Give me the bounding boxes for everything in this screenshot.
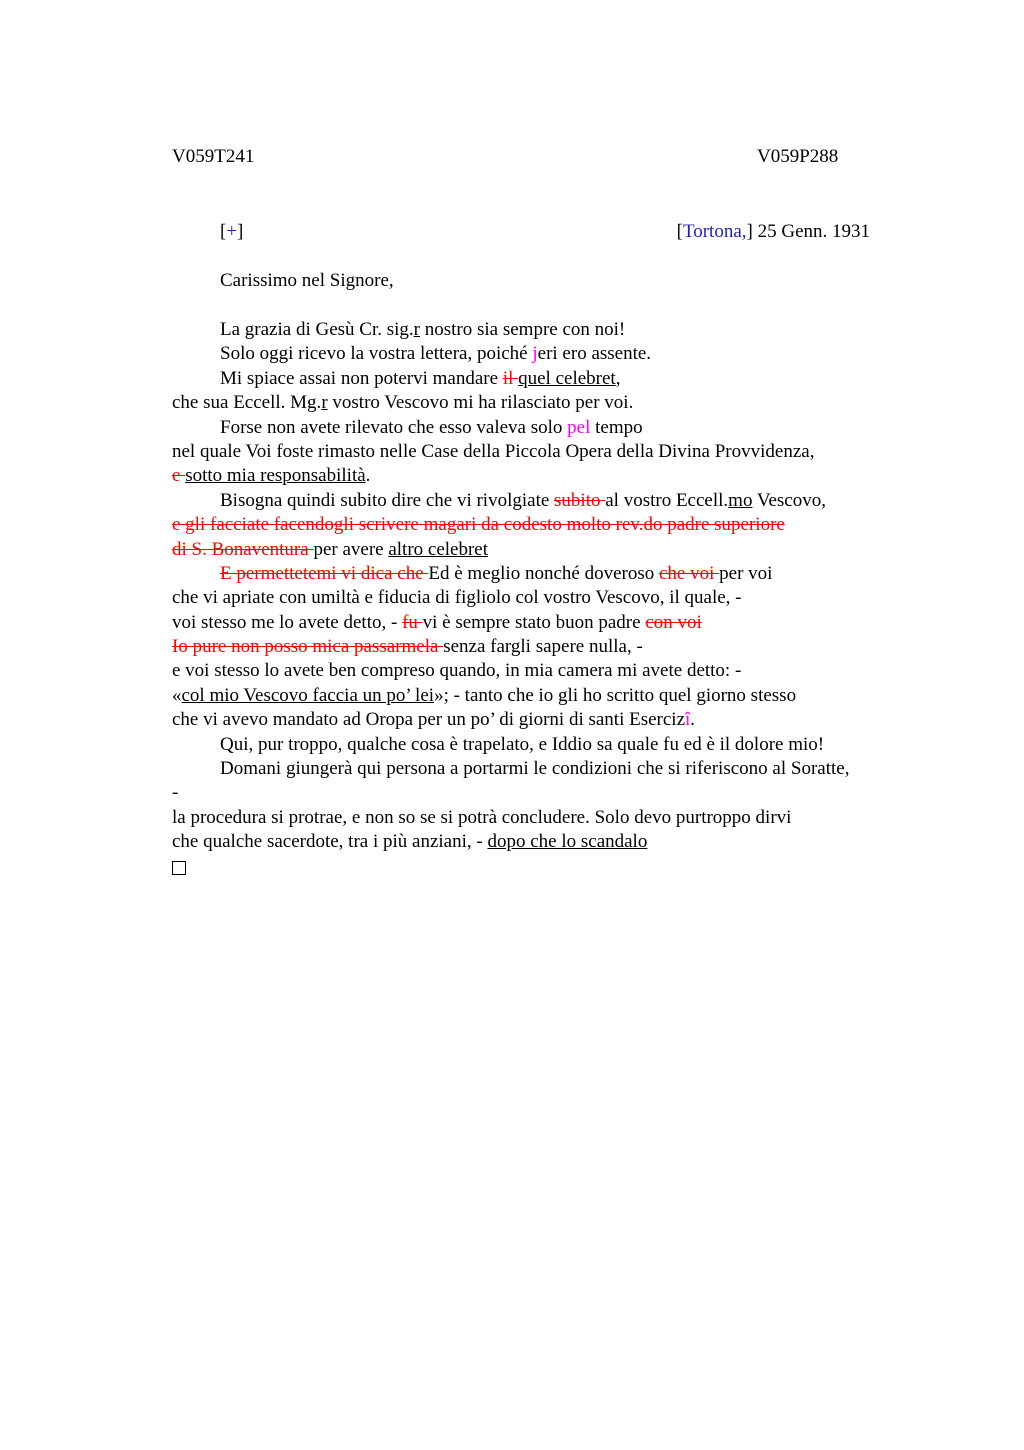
text-line: che vi apriate con umiltà e fiducia di figliolo col vostro Vescovo, il quale, - bbox=[172, 587, 742, 609]
text-line: - bbox=[172, 782, 179, 804]
text-line: Forse non avete rilevato che esso valeva solo pel tempo bbox=[220, 416, 643, 438]
insertion: î bbox=[685, 709, 691, 731]
text-line: di S. Bonaventura per avere altro celebret bbox=[172, 538, 489, 560]
date-place: Tortona, bbox=[682, 221, 747, 242]
salutation: Carissimo nel Signore, bbox=[220, 270, 394, 291]
empty-box-icon bbox=[172, 861, 186, 875]
deletion: fu bbox=[402, 611, 423, 633]
text-line: «col mio Vescovo faccia un po’ lei»; - tanto che io gli ho scritto quel giorno stesso bbox=[172, 684, 797, 706]
deletion: di S. Bonaventura bbox=[172, 538, 314, 560]
text-line: Domani giungerà qui persona a portarmi le condizioni che si riferiscono al Soratte, bbox=[220, 758, 850, 780]
text-line: che vi avevo mandato ad Oropa per un po’ di giorni di santi Esercizî. bbox=[172, 709, 696, 731]
text-line: Mi spiace assai non potervi mandare il quel celebret, bbox=[220, 367, 621, 389]
deletion: che voi bbox=[658, 562, 720, 584]
deletion: con voi bbox=[645, 611, 702, 633]
letter-date bbox=[677, 221, 870, 243]
deleted-line: e gli facciate facendogli scrivere magari da codesto molto rev.do padre superiore bbox=[172, 514, 785, 536]
text-line: Bisogna quindi subito dire che vi rivolgiate subito al vostro Eccell.mo Vescovo, bbox=[220, 489, 826, 511]
insertion: j bbox=[532, 343, 538, 365]
deletion: E permettetemi vi dica che bbox=[220, 562, 429, 584]
text-line: nel quale Voi foste rimasto nelle Case della Piccola Opera della Divina Provvidenza, bbox=[172, 440, 815, 462]
document-code-left: V059T241 bbox=[172, 146, 255, 167]
date-bracket-close: ] bbox=[746, 221, 753, 242]
text-line: voi stesso me lo avete detto, - fu vi è sempre stato buon padre con voi bbox=[172, 611, 702, 633]
text-line: E permettetemi vi dica che Ed è meglio nonché doveroso che voi per voi bbox=[220, 562, 773, 584]
bracket-open: [ bbox=[220, 221, 227, 242]
deletion: e bbox=[172, 465, 186, 487]
text-line: Qui, pur troppo, qualche cosa è trapelato, e Iddio sa quale fu ed è il dolore mio! bbox=[220, 733, 825, 755]
cross-symbol: + bbox=[226, 221, 238, 242]
text-line bbox=[172, 855, 932, 879]
text-line: la procedura si protrae, e non so se si potrà concludere. Solo devo purtroppo dirvi bbox=[172, 806, 792, 828]
date-value: 25 Genn. 1931 bbox=[752, 221, 870, 242]
text-line: e voi stesso lo avete ben compreso quando, in mia camera mi avete detto: - bbox=[172, 660, 742, 682]
text-line: La grazia di Gesù Cr. sig.r nostro sia sempre con noi! bbox=[220, 319, 626, 340]
text-line: che sua Eccell. Mg.r vostro Vescovo mi ha rilasciato per voi. bbox=[172, 392, 634, 414]
deletion: subito bbox=[554, 489, 606, 511]
text-line: e sotto mia responsabilità. bbox=[172, 465, 371, 487]
text-line: Solo oggi ricevo la vostra lettera, poiché jeri ero assente. bbox=[220, 343, 652, 365]
date-bracket-open: [ bbox=[676, 221, 683, 242]
deletion: il bbox=[502, 367, 519, 389]
deletion: Io pure non posso mica passarmela bbox=[172, 636, 444, 658]
cross-sign bbox=[220, 221, 243, 243]
text-line: che qualche sacerdote, tra i più anziani, - dopo che lo scandalo bbox=[172, 831, 648, 853]
insertion: pel bbox=[567, 416, 591, 438]
text-line: Io pure non posso mica passarmela senza fargli sapere nulla, - bbox=[172, 636, 643, 658]
bracket-close: ] bbox=[237, 221, 244, 242]
letter-body bbox=[172, 318, 932, 879]
page-code-right: V059P288 bbox=[757, 146, 839, 167]
